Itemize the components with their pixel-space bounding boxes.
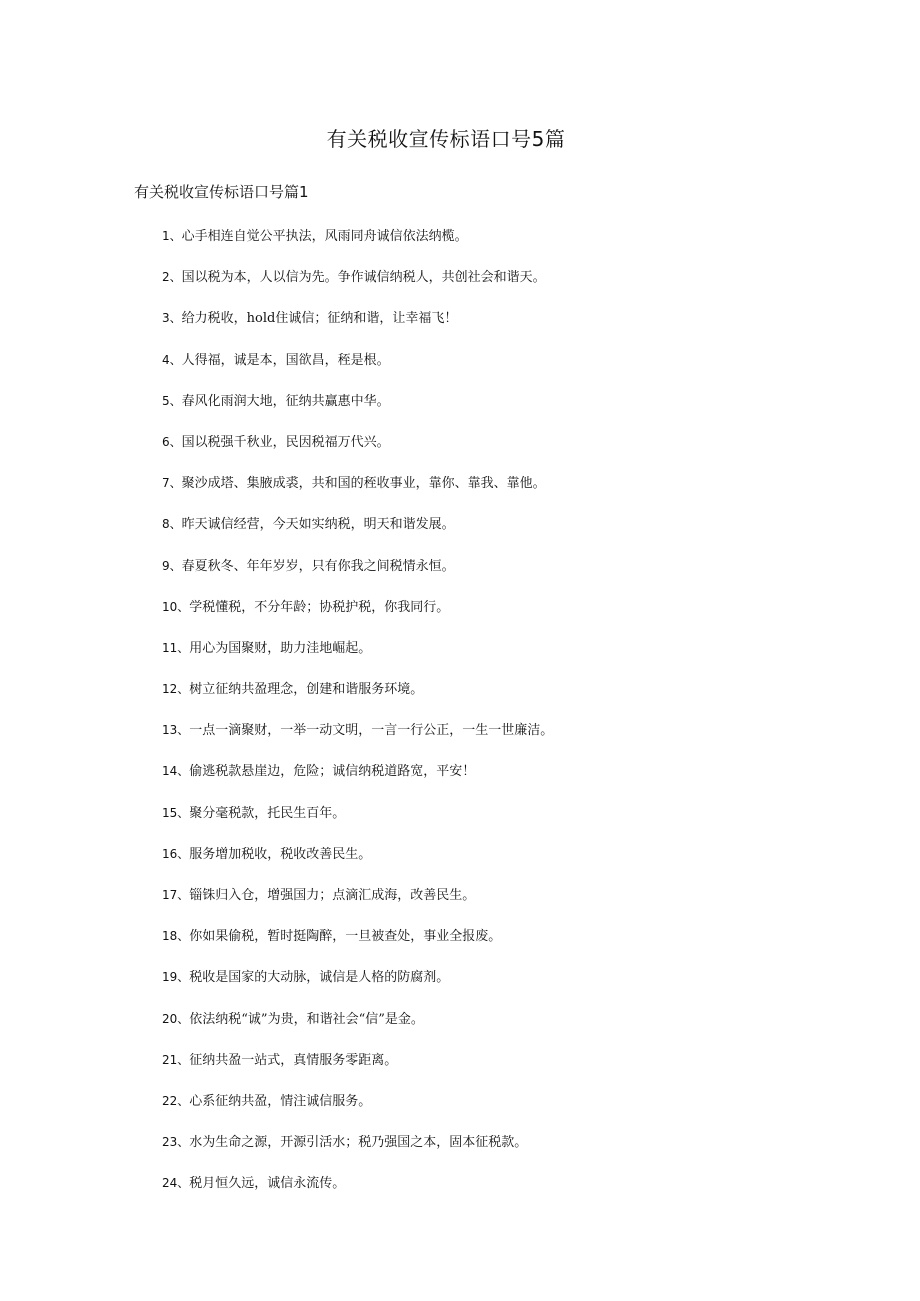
item-number: 6、 [162, 434, 182, 449]
list-item [162, 597, 553, 638]
item-text: 心手相连自觉公平执法，风雨同舟诚信依法纳榄。 [181, 229, 468, 244]
slogan-list [162, 226, 553, 1215]
list-item [162, 226, 553, 267]
list-item [162, 926, 553, 967]
item-text: 春夏秋冬、年年岁岁，只有你我之间税情永恒。 [181, 558, 455, 574]
list-item [162, 638, 553, 679]
item-text: 国以税强千秋业，民因税福万代兴。 [181, 434, 390, 450]
item-text: 水为生命之源，开源引活水；税乃强国之本，固本征税款。 [189, 1135, 528, 1151]
item-text: 征纳共盈一站式，真情服务零距离。 [189, 1052, 398, 1068]
item-text: 你如果偷税，暂时挺陶醉，一旦被查处，事业全报废。 [189, 929, 502, 945]
item-number: 11、 [162, 640, 190, 655]
list-item [162, 885, 553, 926]
item-text: 服务增加税收，税收改善民生。 [189, 846, 372, 862]
list-item [162, 761, 553, 802]
list-item [162, 1173, 553, 1214]
section-heading: 有关税收宣传标语口号篇1 [134, 183, 309, 201]
item-text: 给力税收，hold住诚信；征纳和谐，让幸福飞！ [181, 311, 458, 327]
item-text: 聚沙成塔、集腋成裘，共和国的秷收事业，靠你、靠我、靠他。 [181, 476, 546, 492]
item-number: 14、 [162, 764, 190, 779]
item-text: 税月恒久远，诚信永流传。 [189, 1176, 346, 1192]
item-text: 昨天诚信经营，今天如实纳税，明天和谐发展。 [181, 517, 455, 533]
item-text: 聚分毫税款，托民生百年。 [189, 805, 346, 821]
list-item [162, 432, 553, 473]
list-item [162, 803, 553, 844]
item-text: 锱铢归入仓，增强国力；点滴汇成海，改善民生。 [189, 888, 476, 903]
list-item [162, 1050, 553, 1091]
item-number: 10、 [162, 599, 190, 614]
list-item [162, 514, 553, 555]
list-item [162, 350, 553, 391]
list-item [162, 556, 553, 597]
document-title: 有关税收宣传标语口号5篇 [326, 127, 566, 151]
list-item [162, 473, 553, 514]
item-text: 国以税为本，人以信为先。争作诚信纳税人，共创社会和谐天。 [181, 270, 546, 286]
item-number: 16、 [162, 846, 190, 861]
list-item [162, 679, 553, 720]
item-number: 22、 [162, 1093, 190, 1108]
item-number: 23、 [162, 1135, 190, 1150]
item-text: 春风化雨润大地，征纳共赢惠中华。 [181, 393, 390, 409]
item-text: 偷逃税款悬崖边，危险；诚信纳税道路宽，平安！ [189, 764, 476, 780]
list-item [162, 967, 553, 1008]
item-number: 1、 [162, 229, 182, 243]
list-item [162, 1132, 553, 1173]
item-number: 13、 [162, 723, 190, 738]
item-number: 21、 [162, 1052, 190, 1067]
list-item [162, 391, 553, 432]
list-item [162, 1009, 553, 1050]
item-number: 5、 [162, 393, 182, 408]
item-text: 心系征纳共盈，情注诚信服务。 [189, 1093, 372, 1109]
item-text: 学税懂税，不分年龄；协税护税，你我同行。 [189, 599, 450, 615]
item-number: 9、 [162, 558, 182, 573]
item-text: 人得福，诚是本，国欲昌，秷是根。 [181, 352, 390, 368]
item-text: 税收是国家的大动脉，诚信是人格的防腐剂。 [189, 970, 450, 986]
list-item [162, 844, 553, 885]
item-text: 依法纳税“诚”为贵，和谐社会“信”是金。 [189, 1011, 424, 1027]
item-number: 12、 [162, 682, 190, 697]
item-number: 20、 [162, 1011, 190, 1026]
item-text: 用心为国聚财，助力洼地崛起。 [189, 640, 372, 656]
item-number: 19、 [162, 970, 190, 985]
list-item [162, 1091, 553, 1132]
item-number: 2、 [162, 270, 182, 285]
item-text: 一点一滴聚财，一举一动文明，一言一行公正，一生一世廉洁。 [189, 723, 554, 739]
item-number: 18、 [162, 929, 190, 944]
item-text: 树立征纳共盈理念，创建和谐服务环境。 [189, 682, 424, 698]
item-number: 7、 [162, 476, 182, 491]
item-number: 4、 [162, 352, 182, 367]
list-item [162, 720, 553, 761]
list-item [162, 308, 553, 349]
list-item [162, 267, 553, 308]
item-number: 15、 [162, 805, 190, 820]
item-number: 24、 [162, 1176, 190, 1191]
item-number: 17、 [162, 888, 190, 902]
item-number: 8、 [162, 517, 182, 532]
item-number: 3、 [162, 311, 182, 326]
